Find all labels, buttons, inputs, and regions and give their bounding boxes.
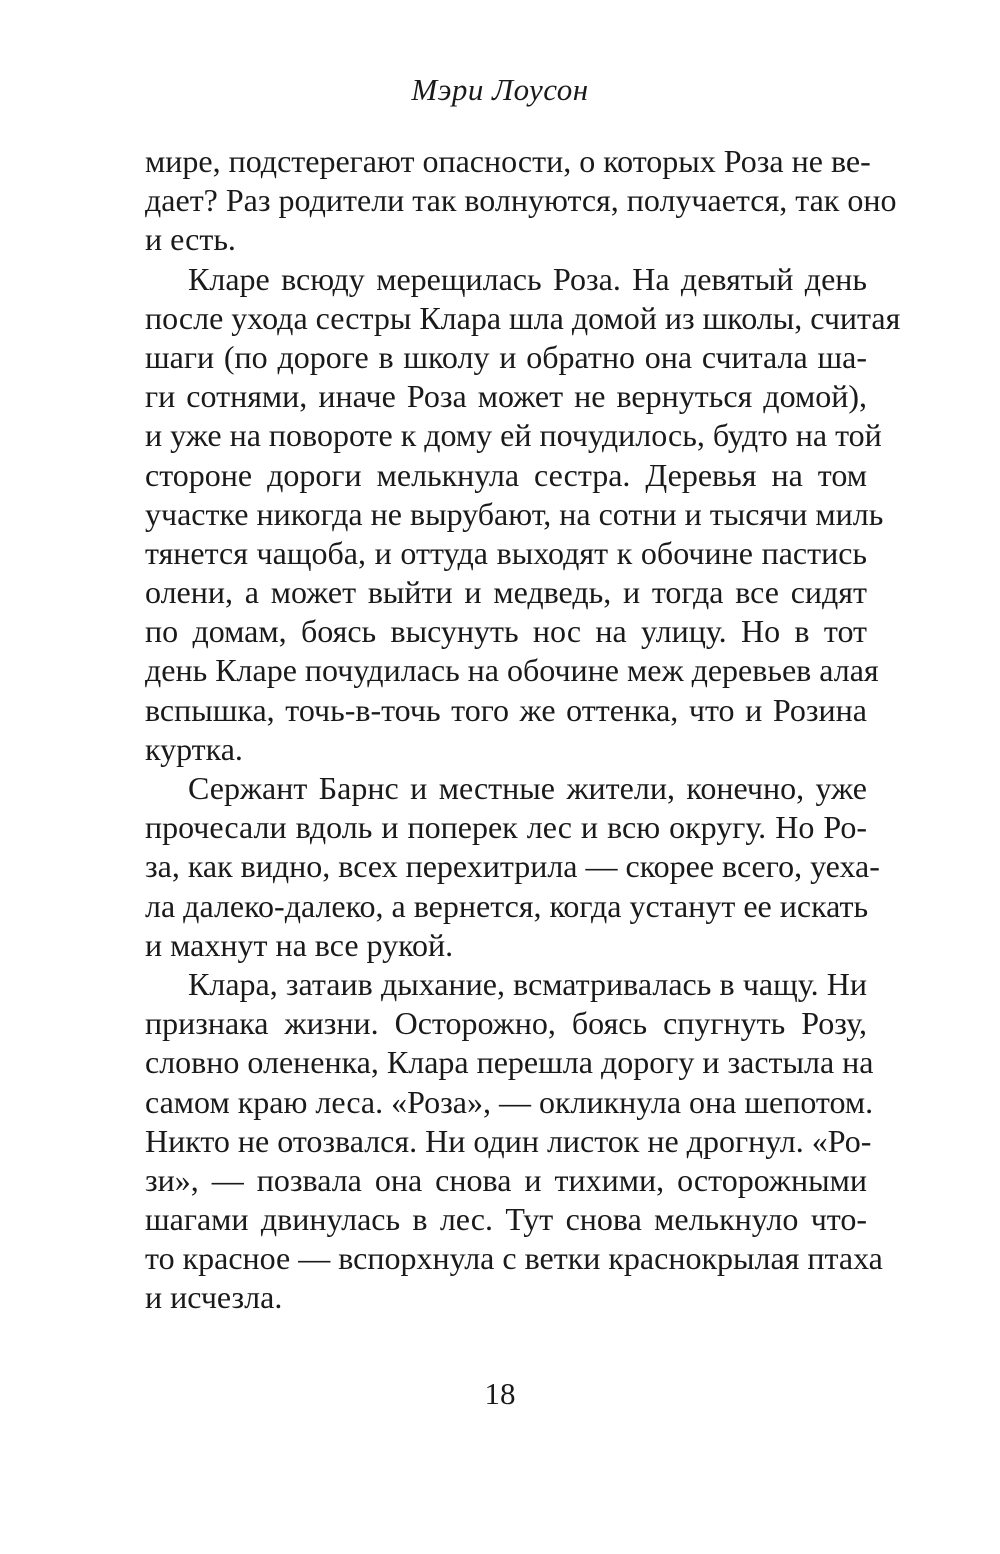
text-line: день Кларе почудилась на обочине меж деревьев алая [145, 652, 879, 689]
text-line: по домам, боясь высунуть нос на улицу. Но в тот [145, 613, 867, 650]
text-line: шаги (по дороге в школу и обратно она считала ша- [145, 338, 867, 375]
text-line: тянется чащоба, и оттуда выходят к обочине пастись [145, 534, 867, 571]
text-line: за, как видно, всех перехитрила — скорее всего, уеха- [145, 848, 880, 885]
text-line: ла далеко-далеко, а вернется, когда устанут ее искать [145, 887, 869, 924]
text-line: участке никогда не вырубают, на сотни и тысячи миль [145, 495, 884, 532]
page-number: 18 [484, 1376, 516, 1411]
text-line: Клара, затаив дыхание, всматривалась в чащу. Ни [188, 965, 867, 1002]
text-line: Кларе всюду мерещилась Роза. На девятый день [188, 260, 867, 297]
text-line: самом краю леса. «Роза», — окликнула она шепотом. [145, 1083, 874, 1120]
text-line: вспышка, точь-в-точь того же оттенка, что и Розина [145, 691, 867, 728]
text-line: и уже на повороте к дому ей почудилось, будто на той [145, 417, 882, 454]
body-text [145, 142, 901, 1318]
text-line: и исчезла. [145, 1279, 283, 1316]
text-line: то красное — вспорхнула с ветки краснокрылая птаха [145, 1240, 883, 1277]
text-line: Сержант Барнс и местные жители, конечно, уже [188, 770, 867, 806]
text-line: прочесали вдоль и поперек лес и всю округу. Но Ро- [145, 809, 867, 846]
text-line: Никто не отозвался. Ни один листок не дрогнул. «Ро- [145, 1122, 872, 1159]
text-line: после ухода сестры Клара шла домой из школы, считая [145, 299, 901, 336]
text-line: и махнут на все рукой. [145, 926, 454, 963]
text-line: куртка. [145, 730, 243, 767]
text-line: мире, подстерегают опасности, о которых Роза не ве- [145, 143, 871, 179]
text-line: олени, а может выйти и медведь, и тогда все сидят [145, 574, 867, 611]
text-line: зи», — позвала она снова и тихими, осторожными [145, 1161, 867, 1198]
text-line: ги сотнями, иначе Роза может не вернуться домой), [145, 378, 867, 415]
text-line: признака жизни. Осторожно, боясь спугнуть Розу, [145, 1005, 867, 1042]
text-line: и есть. [145, 221, 236, 258]
text-line: дает? Раз родители так волнуются, получается, так оно [145, 182, 897, 219]
running-head: Мэри Лоусон [411, 72, 589, 107]
text-line: стороне дороги мелькнула сестра. Деревья на том [145, 456, 867, 493]
text-line: шагами двинулась в лес. Тут снова мелькнуло что- [145, 1201, 867, 1238]
text-line: словно олененка, Клара перешла дорогу и застыла на [145, 1044, 874, 1081]
